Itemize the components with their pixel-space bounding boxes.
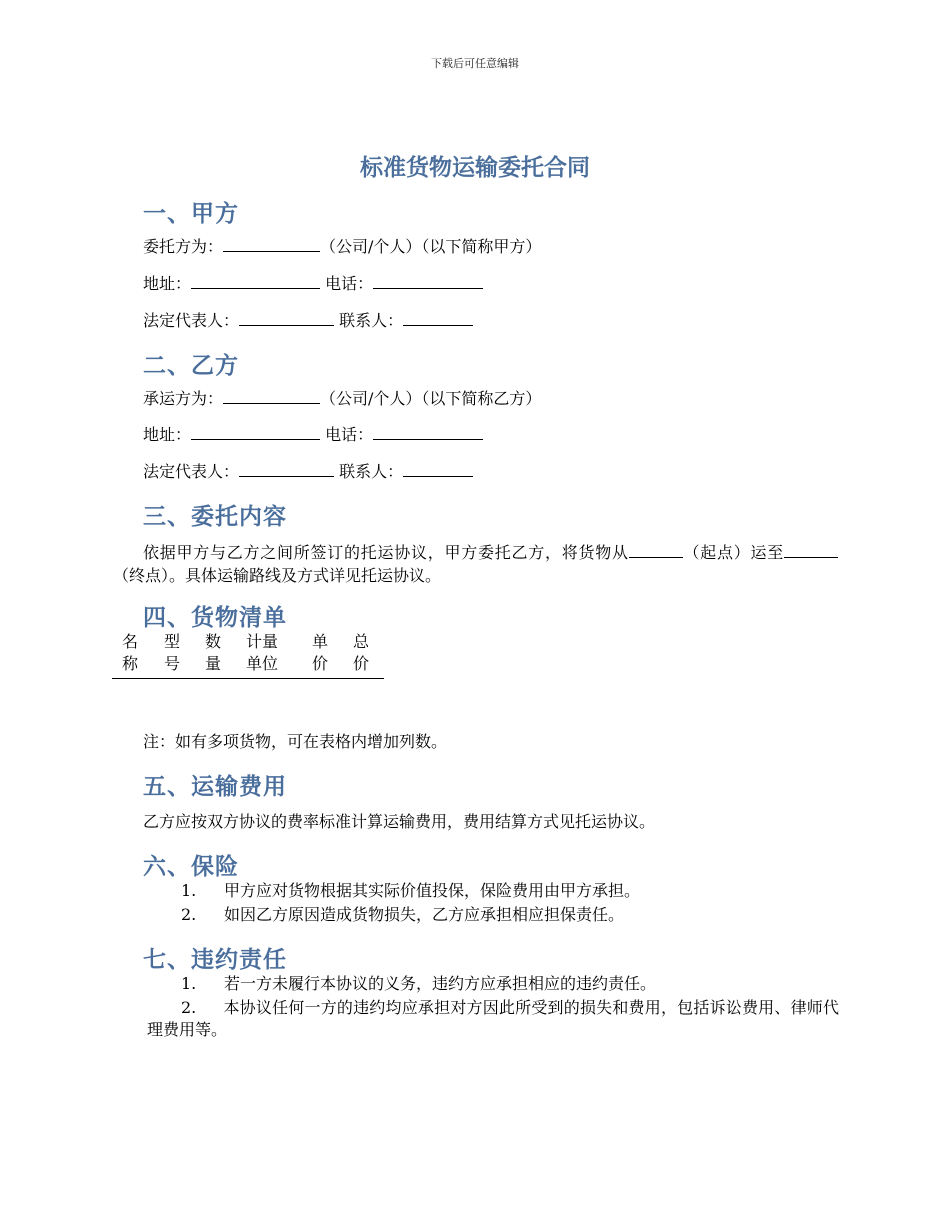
entrustment-text-3: （终点）。具体运输路线及方式详见托运协议。 [113,566,442,585]
section-heading-liability: 七、违约责任 [143,947,287,973]
section-heading-freight: 五、运输费用 [143,774,287,800]
party-a-address-blank[interactable] [191,273,320,289]
party-a-rep-blank[interactable] [239,310,334,326]
page-header: 下载后可任意编辑 [431,57,519,70]
party-b-phone-blank[interactable] [373,424,483,440]
party-a-rep-line [143,310,473,332]
cargo-col-name: 名 称 [121,632,138,673]
party-a-phone-label: 电话： [325,274,374,293]
party-b-name-line [143,388,541,410]
cargo-col-total-price: 总 价 [352,632,369,673]
document-title: 标准货物运输委托合同 [360,155,590,181]
party-a-contact-blank[interactable] [403,310,473,326]
party-a-name-suffix: （公司/个人）（以下简称甲方） [320,237,542,256]
party-b-name-blank[interactable] [223,388,320,404]
party-b-address-blank[interactable] [191,424,320,440]
party-b-rep-blank[interactable] [239,461,334,477]
origin-blank[interactable] [629,542,683,558]
party-a-phone-blank[interactable] [373,273,483,289]
party-b-address-label: 地址： [143,425,192,444]
cargo-col-model: 型 号 [163,632,180,673]
party-a-name-label: 委托方为： [143,237,224,256]
cargo-col-quantity: 数 量 [204,632,221,673]
section-heading-insurance: 六、保险 [143,854,239,880]
destination-blank[interactable] [784,542,838,558]
party-b-name-label: 承运方为： [143,389,224,408]
liability-item: 2. 本协议任何一方的违约均应承担对方因此所受到的损失和费用，包括诉讼费用、律师代理费用等。 [147,998,839,1039]
party-a-contact-label: 联系人： [339,311,404,330]
section-heading-party-a: 一、甲方 [143,201,239,227]
party-b-contact-blank[interactable] [403,461,473,477]
party-a-rep-label: 法定代表人： [143,311,240,330]
party-b-rep-line [143,461,473,483]
party-b-phone-label: 电话： [325,425,374,444]
party-a-name-line [143,236,541,258]
section-heading-entrustment: 三、委托内容 [143,504,287,530]
party-a-address-label: 地址： [143,274,192,293]
freight-text: 乙方应按双方协议的费率标准计算运输费用，费用结算方式见托运协议。 [143,812,656,831]
party-b-address-line [143,424,483,446]
entrustment-text-2: （起点）运至 [682,543,784,562]
entrustment-paragraph [113,541,838,587]
section-heading-party-b: 二、乙方 [143,353,239,379]
party-b-rep-label: 法定代表人： [143,462,240,481]
entrustment-text-1: 依据甲方与乙方之间所签订的托运协议，甲方委托乙方，将货物从 [143,543,629,562]
cargo-col-unit-price: 单 价 [311,632,328,673]
cargo-table [112,631,384,679]
party-b-contact-label: 联系人： [339,462,404,481]
party-a-address-line [143,273,483,295]
cargo-note: 注：如有多项货物，可在表格内增加列数。 [143,732,448,751]
section-heading-cargo-list: 四、货物清单 [143,605,287,631]
party-a-name-blank[interactable] [223,236,320,252]
party-b-name-suffix: （公司/个人）（以下简称乙方） [320,389,542,408]
cargo-col-unit: 计量 单位 [245,632,278,673]
